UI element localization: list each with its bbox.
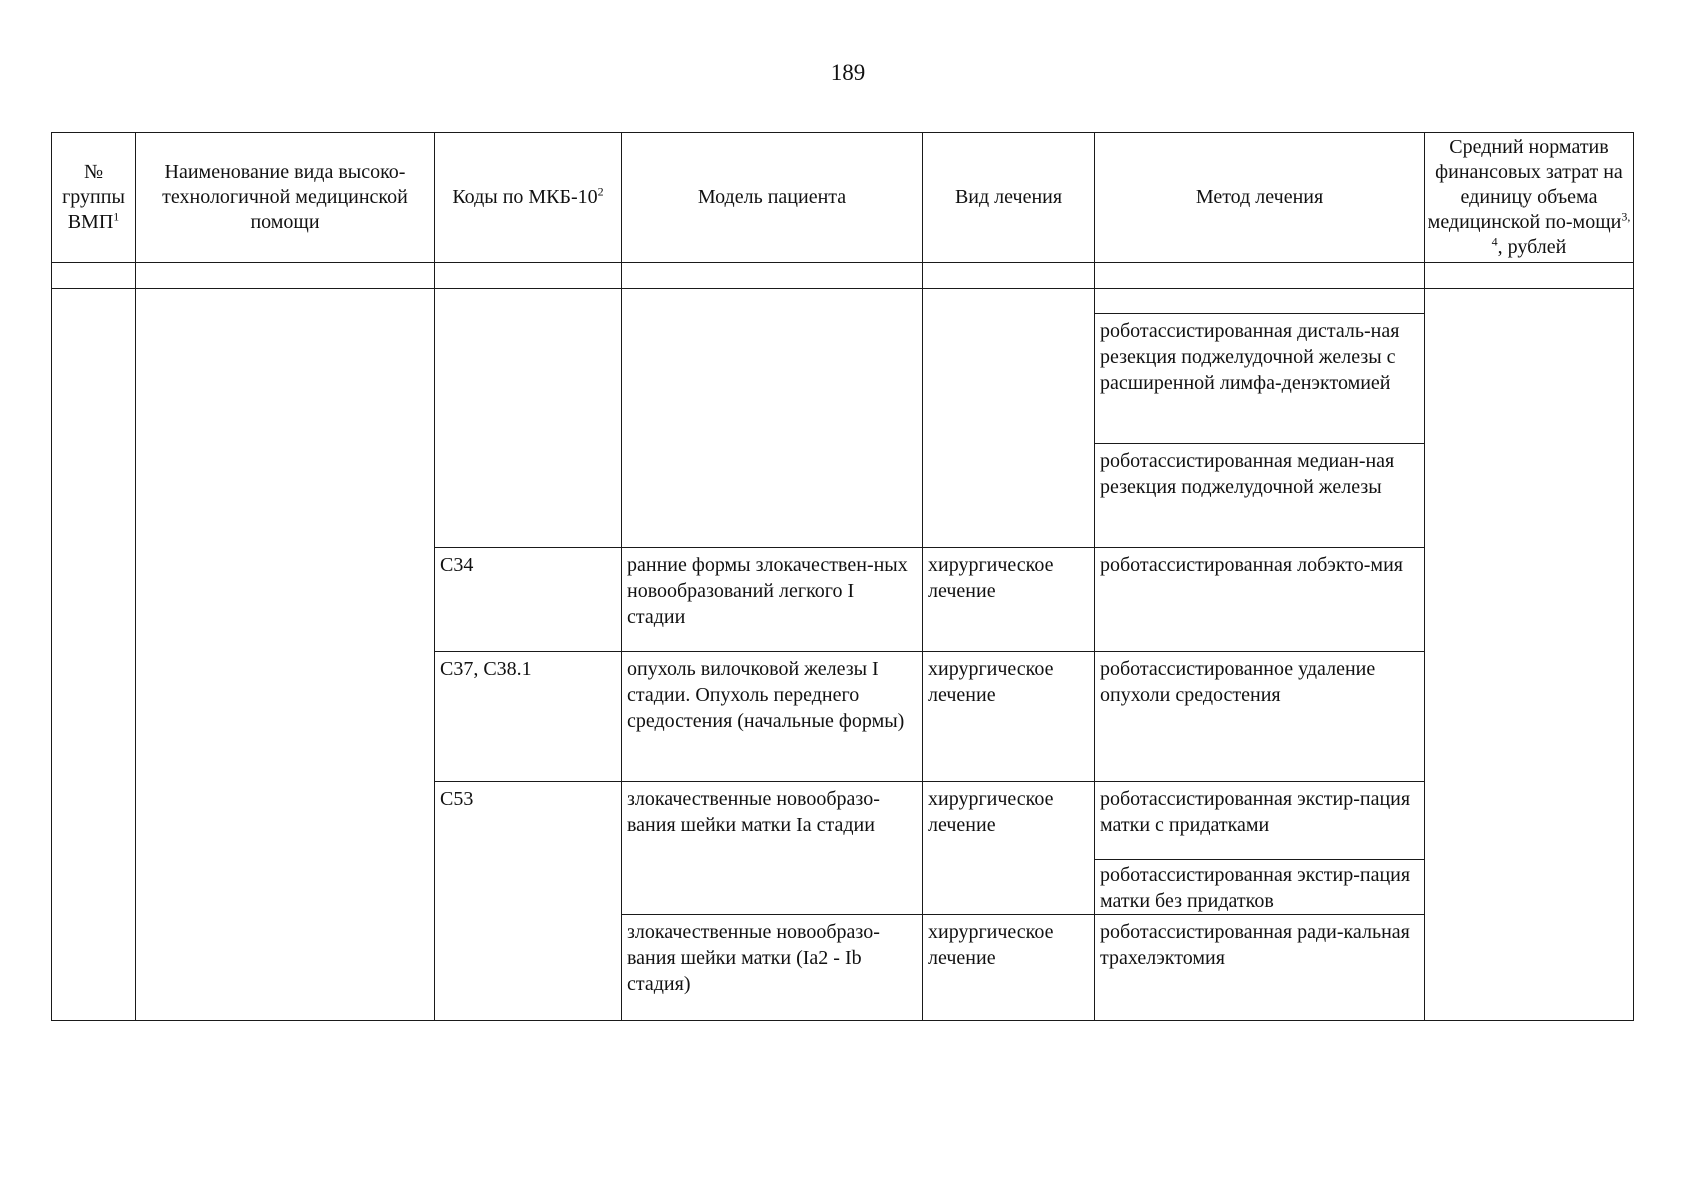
method-cell	[1095, 314, 1425, 444]
model-cell	[622, 289, 923, 548]
header-cost-sup: 3, 4	[1491, 209, 1631, 249]
header-codes-sup: 2	[597, 184, 604, 199]
header-treatment-type-text: Вид лечения	[954, 186, 1063, 208]
header-treatment-method	[1095, 133, 1425, 263]
method-cell	[1095, 444, 1425, 548]
header-cost	[1425, 133, 1634, 263]
model-text: опухоль вилочковой железы I стадии. Опухоль переднего средостения (начальные формы)	[627, 658, 905, 732]
method-cell	[1095, 782, 1425, 860]
code-cell	[435, 548, 622, 652]
header-name-text: Наименование вида высоко-технологичной медицинской помощи	[162, 161, 408, 233]
method-cell	[1095, 860, 1425, 915]
cost-cell	[1425, 289, 1634, 1021]
type-cell	[923, 782, 1095, 915]
group-no-cell	[52, 289, 136, 1021]
table-row	[52, 289, 1634, 314]
vmp-table	[51, 132, 1634, 1021]
code-text: C34	[440, 554, 474, 576]
model-cell	[622, 915, 923, 1021]
type-text: хирургическое лечение	[928, 788, 1054, 836]
type-cell	[923, 915, 1095, 1021]
method-text: роботассистированная ради-кальная трахелэктомия	[1100, 921, 1410, 969]
method-text: роботассистированная медиан-ная резекция поджелудочной железы	[1100, 450, 1395, 498]
header-treatment-method-text: Метод лечения	[1195, 186, 1324, 208]
method-cell	[1095, 915, 1425, 1021]
method-text: роботассистированное удаление опухоли средостения	[1100, 658, 1376, 706]
spacer-cell	[622, 263, 923, 289]
type-cell	[923, 652, 1095, 782]
code-text: C53	[440, 788, 474, 810]
name-cell	[136, 289, 435, 1021]
method-text: роботассистированная экстир-пация матки с придатками	[1100, 788, 1411, 836]
page-number: 189	[830, 60, 866, 85]
code-text: C37, C38.1	[440, 658, 532, 680]
spacer-cell	[52, 263, 136, 289]
header-name	[136, 133, 435, 263]
header-cost-text: Средний норматив финансовых затрат на единицу объема медицинской по-мощи	[1427, 136, 1623, 233]
spacer-cell	[923, 263, 1095, 289]
code-cell	[435, 782, 622, 1021]
header-treatment-type	[923, 133, 1095, 263]
header-patient-model	[622, 133, 923, 263]
header-group-no-text: № группы ВМП	[62, 161, 125, 233]
spacer-cell	[136, 263, 435, 289]
method-text: роботассистированная дисталь-ная резекция поджелудочной железы с расширенной лимфа-денэктомией	[1100, 320, 1400, 394]
header-row	[52, 133, 1634, 263]
model-cell	[622, 782, 923, 915]
spacer-row	[52, 263, 1634, 289]
type-text: хирургическое лечение	[928, 554, 1054, 602]
type-cell	[923, 548, 1095, 652]
header-cost-suffix: , рублей	[1497, 236, 1567, 258]
method-cell	[1095, 548, 1425, 652]
spacer-cell	[1095, 263, 1425, 289]
spacer-cell	[435, 263, 622, 289]
method-text	[1095, 289, 1424, 293]
code-cell	[435, 652, 622, 782]
model-text: ранние формы злокачествен-ных новообразований легкого I стадии	[627, 554, 908, 628]
header-patient-model-text: Модель пациента	[697, 186, 847, 208]
model-cell	[622, 652, 923, 782]
header-group-no	[52, 133, 136, 263]
model-cell	[622, 548, 923, 652]
header-codes-text: Коды по МКБ-10	[452, 186, 598, 208]
header-group-no-sup: 1	[113, 209, 120, 224]
spacer-cell	[1425, 263, 1634, 289]
model-text: злокачественные новообразо-вания шейки матки (Ia2 - Ib стадия)	[627, 921, 880, 995]
method-cell	[1095, 289, 1425, 314]
header-codes	[435, 133, 622, 263]
method-text: роботассистированная экстир-пация матки без придатков	[1100, 864, 1411, 912]
model-text: злокачественные новообразо-вания шейки матки Ia стадии	[627, 788, 880, 836]
type-cell	[923, 289, 1095, 548]
code-cell	[435, 289, 622, 548]
method-text: роботассистированная лобэкто-мия	[1100, 554, 1403, 576]
type-text: хирургическое лечение	[928, 658, 1054, 706]
method-cell	[1095, 652, 1425, 782]
type-text: хирургическое лечение	[928, 921, 1054, 969]
